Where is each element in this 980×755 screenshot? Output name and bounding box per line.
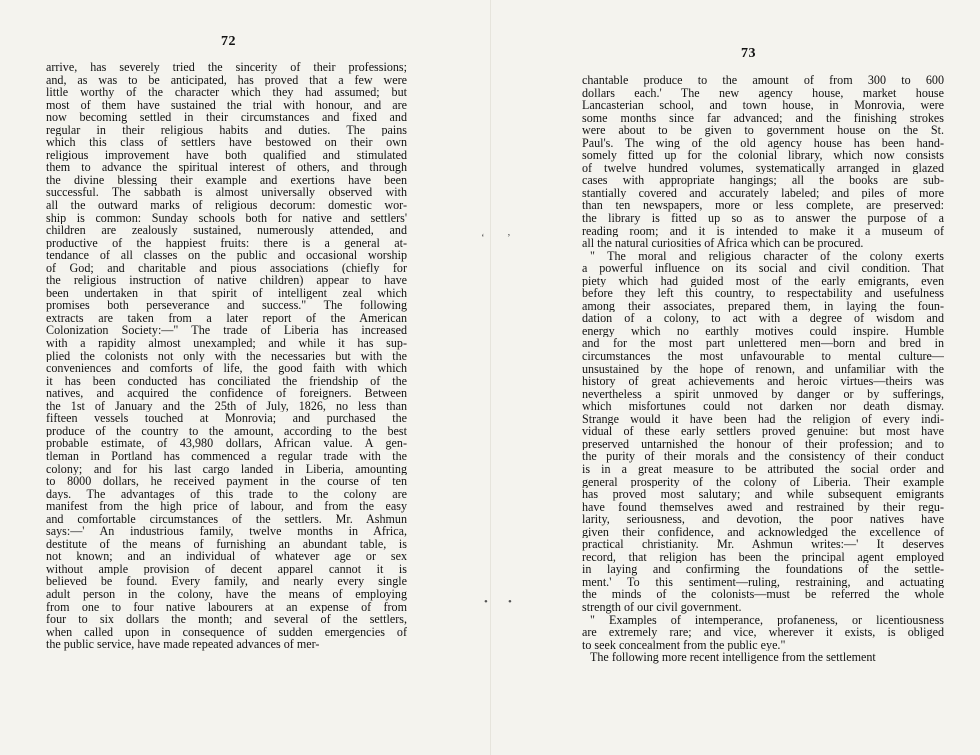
text-line: and for the most part unlettered men—born and bred in	[582, 337, 944, 351]
text-line: destitute of the means of furnishing an abundant table, is	[46, 537, 407, 551]
text-line: before they left this country, to respectability and usefulness	[582, 287, 944, 300]
text-line: without ample provision of decent apparel cannot it is	[46, 562, 407, 576]
text-line: probable estimate, of 43,980 dollars, African value. A gen-	[46, 437, 407, 450]
text-line: extracts are taken from a later report of the American	[46, 311, 407, 325]
text-line: days. The advantages of this trade to the colony are	[46, 487, 407, 501]
text-line: all the natural curiosities of Africa which can be procured.	[582, 237, 864, 250]
text-line: history of great achievements and heroic virtues—theirs was	[582, 375, 944, 388]
right-page-text	[582, 74, 944, 664]
text-line: some months since far advanced; and the finishing strokes	[582, 111, 944, 125]
text-line: Lancasterian school, and town house, in Monrovia, were	[582, 99, 944, 112]
text-line: larity, seriousness, and devotion, the poor natives have	[582, 513, 944, 526]
text-line: ship is common: Sunday schools both for native and settlers'	[46, 211, 407, 225]
text-line: energy which no earthly motives could inspire. Humble	[582, 324, 944, 338]
text-line: with a rapidity almost unexampled; and while it has sup-	[46, 337, 407, 350]
text-line: nevertheless a spirit unmoved by danger or by sufferings,	[582, 387, 944, 401]
text-line: to 8000 dollars, he received payment in the course of ten	[46, 475, 407, 488]
text-line: general prosperity of the colony of Liberia. Their example	[582, 475, 944, 489]
text-line: them to advance the spiritual interest of others, and through	[46, 161, 407, 174]
text-line: the public service, have made repeated advances of mer-	[46, 638, 320, 651]
text-line: practical christianity. Mr. Ashmun writes:—' It deserves	[582, 538, 944, 551]
text-line: when called upon in consequence of sudden emergencies of	[46, 625, 407, 639]
text-line: Colonization Society:—" The trade of Liberia has increased	[46, 324, 407, 338]
left-page-text	[46, 61, 407, 651]
text-line: stantially covered and accurately labeled; and piles of more	[582, 186, 944, 200]
text-line: The following more recent intelligence from the settlement	[590, 651, 876, 664]
text-line: tleman in Portland has commenced a regular trade with the	[46, 449, 407, 463]
text-line: natives, and acquired the confidence of foreigners. Between	[46, 387, 407, 400]
text-line: record, that religion has been the principal agent employed	[582, 550, 944, 564]
text-line: have found themselves awed and restrained by their regu-	[582, 500, 944, 514]
text-line: which this class of settlers have bestowed on their own	[46, 136, 407, 149]
text-line: the minds of the colonists—must be referred the whole	[582, 588, 944, 601]
text-line: arrive, has severely tried the sincerity of their professions;	[46, 61, 407, 74]
text-line: given their confidence, and acknowledged the excellence of	[582, 525, 944, 539]
text-line: strength of our civil government.	[582, 600, 742, 614]
gutter-mark-bottom-right: •	[508, 596, 512, 608]
text-line: the religious instruction of native children) appear to have	[46, 274, 407, 287]
text-line: tendance of all classes on the public and occasional worship	[46, 249, 407, 262]
text-line: most of them have sustained the trial with honour, and are	[46, 98, 407, 112]
text-line: Paul's. The wing of the old agency house has been hand-	[582, 136, 944, 150]
text-line: cases with appropriate hangings; all the books are sub-	[582, 174, 944, 187]
text-line: successful. The sabbath is almost universally observed with	[46, 186, 407, 200]
text-line: a powerful influence on its social and civil condition. That	[582, 262, 944, 275]
text-line: were about to be given to government house on the St.	[582, 124, 944, 137]
text-line: than ten newspapers, more or less complete, are preserved:	[582, 199, 944, 213]
text-line: religious improvement have both qualified and stimulated	[46, 148, 407, 162]
text-line: fifteen vessels touched at Monrovia; and purchased the	[46, 412, 407, 425]
text-line: ment.' To this sentiment—ruling, restraining, and actuating	[582, 575, 944, 589]
text-line: colony; and for his last cargo landed in Liberia, amounting	[46, 462, 407, 476]
text-line: been undertaken in that spirit of intelligent zeal which	[46, 286, 407, 300]
text-line: all the outward marks of religious decorum: domestic wor-	[46, 199, 407, 212]
text-line: the purity of their morals and the consistency of their conduct	[582, 450, 944, 463]
text-line: produce of the country to the amount, according to the best	[46, 424, 407, 438]
text-line: the divine blessing their example and exertions have been	[46, 173, 407, 187]
gutter-mark-top-right: ’	[507, 232, 511, 244]
page-number-right: 73	[741, 46, 756, 61]
text-line: " Examples of intemperance, profaneness, or licentiousness	[590, 613, 944, 627]
text-line: promises both perseverance and success." The following	[46, 299, 407, 312]
text-line: adult person in the colony, have the means of employing	[46, 587, 407, 601]
text-line: the 1st of January and the 25th of July, 1826, no less than	[46, 399, 407, 413]
text-line: four to six dollars the month; and several of the settlers,	[46, 613, 407, 626]
right-page	[490, 0, 980, 755]
text-line: chantable produce to the amount of from 300 to 600	[582, 74, 944, 87]
text-line: now becoming settled in their circumstances and fixed and	[46, 111, 407, 124]
text-line: to seek concealment from the public eye."	[582, 638, 786, 652]
text-line: conveniences and comforts of life, the good faith with which	[46, 362, 407, 375]
text-line: not known; and an individual of whatever age or sex	[46, 550, 407, 563]
text-line: believed be found. Every family, and nearly every single	[46, 575, 407, 588]
text-line: of twelve hundred volumes, systematically arranged in glazed	[582, 161, 944, 175]
text-line: productive of the happiest fruits: there is a general at-	[46, 236, 407, 250]
text-line: from one to four native labourers at an expense of from	[46, 600, 407, 614]
text-line: of God; and charitable and pious associations (chiefly for	[46, 261, 407, 275]
text-line: are extremely rare; and vice, wherever it exists, is obliged	[582, 626, 944, 639]
text-line: circumstances the most unfavourable to mental culture—	[582, 350, 944, 363]
text-line: somely fitted up for the colonial library, which now consists	[582, 149, 944, 162]
text-line: dation of a colony, to act with a degree of wisdom and	[582, 312, 944, 325]
text-line: which misfortunes could not darken nor death dismay.	[582, 400, 944, 413]
text-line: manifest from the high price of labour, and from the easy	[46, 500, 407, 513]
text-line: dollars each.' The new agency house, market house	[582, 86, 944, 100]
text-line: regular in their religious habits and duties. The pains	[46, 123, 407, 137]
text-line: vidual of these early settlers proved genuine: but most have	[582, 425, 944, 438]
text-line: the library is fitted up so as to answer the purpose of a	[582, 212, 944, 225]
text-line: says:—' An industrious family, twelve months in Africa,	[46, 525, 407, 538]
text-line: among their associates, prepared them, in laying the foun-	[582, 299, 944, 313]
text-line: is in a great measure to be attributed the social order and	[582, 462, 944, 476]
text-line: Strange would it have been had the religion of every indi-	[582, 412, 944, 426]
text-line: children are zealously sustained, numerously attended, and	[46, 224, 407, 237]
gutter-mark-top-left: ‘	[481, 232, 485, 244]
text-line: it has been conducted has conciliated the friendship of the	[46, 374, 407, 388]
text-line: reading room; and it is intended to make it a museum of	[582, 224, 944, 238]
text-line: and, as was to be anticipated, has proved that a few were	[46, 73, 407, 87]
page-number-left: 72	[221, 34, 236, 49]
text-line: little worthy of the character which they had assumed; but	[46, 86, 407, 99]
text-line: unsustained by the hope of renown, and unfamiliar with the	[582, 362, 944, 376]
text-line: in laying and confirming the foundations of the settle-	[582, 563, 944, 576]
text-line: and comfortable circumstances of the settlers. Mr. Ashmun	[46, 512, 407, 526]
text-line: preserved untarnished the honour of their profession; and to	[582, 437, 944, 451]
text-line: plied the colonists not only with the necessaries but with the	[46, 349, 407, 363]
text-line: " The moral and religious character of the colony exerts	[590, 249, 944, 263]
text-line: has proved most salutary; and while subsequent emigrants	[582, 488, 944, 501]
gutter-mark-bottom-left: •	[484, 596, 488, 608]
text-line: piety which had guided most of the early emigrants, even	[582, 274, 944, 288]
